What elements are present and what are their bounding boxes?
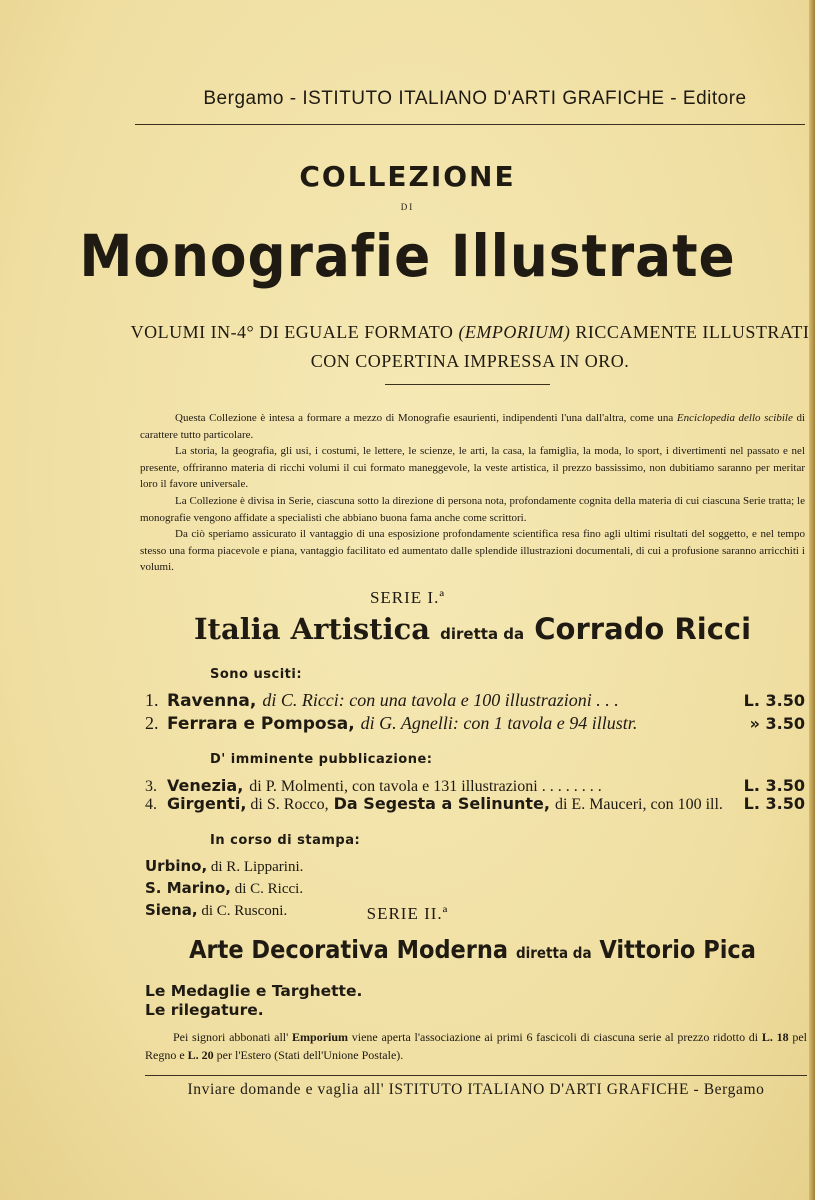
main-title: Monografie Illustrate [79,222,736,290]
collection-label: COLLEZIONE [299,160,516,193]
serie2-label: SERIE II.ª [366,904,449,923]
list-item: Le rilegature. [145,1001,264,1019]
imminente-heading: D' imminente pubblicazione: [210,752,433,767]
serie2-books [145,982,362,1020]
book-row: 1. Ravenna, di C. Ricci: con una tavola e 100 illustrazioni . . . L. 3.50 [145,690,805,711]
serie1-label: SERIE I.ª [369,588,446,607]
sono-usciti-heading: Sono usciti: [210,667,303,682]
book-row: 3. Venezia, di P. Molmenti, con tavola e 131 illustrazioni . . . . . . . . L. 3.50 [145,776,805,795]
list-item: Le Medaglie e Targhette. [145,982,363,1000]
format-description [130,318,810,376]
publisher-line: Bergamo - ISTITUTO ITALIANO D'ARTI GRAFICHE - Editore [203,88,747,109]
intro-paragraph: Questa Collezione è intesa a formare a mezzo di Monografie esaurienti, indipendenti l'una dall'altra, come una Enciclopedia dello scibile di carattere tutto particolare. [140,412,805,441]
collection-di: DI [400,202,415,212]
book-row: 2. Ferrara e Pomposa, di G. Agnelli: con 1 tavola e 94 illustr. » 3.50 [145,713,805,734]
format-line-1: VOLUMI IN-4° DI EGUALE FORMATO (EMPORIUM) RICCAMENTE ILLUSTRATI [130,322,810,342]
list-item: Urbino, di R. Lipparini. [145,857,304,875]
short-divider [385,384,550,385]
subscription-note: Pei signori abbonati all' Emporium viene aperta l'associazione ai primi 6 fascicoli di ciascuna serie al prezzo ridotto di L. 18 pel Regno e L. 20 per l'Estero (Stati dell'Unione Postale). [145,1030,807,1062]
list-item: S. Marino, di C. Ricci. [145,879,304,897]
intro-text [140,410,805,576]
header-rule [135,124,805,125]
intro-paragraph: La Collezione è divisa in Serie, ciascuna sotto la direzione di persona nota, profondamente cognita della materia di cui ciascuna Serie tratta; le monografie vengono affidate a specialisti che abbiano buona fama anche come scrittori. [140,494,805,524]
footer-line: Inviare domande e vaglia all' ISTITUTO ITALIANO D'ARTI GRAFICHE - Bergamo [187,1081,765,1098]
intro-paragraph: Da ciò speriamo assicurato il vantaggio di una esposizione profondamente scientifica resa fino agli ultimi risultati del soggetto, e nel tempo stesso una forma piacevole e piana, vantaggio facilitato ed aumentato dalle splendide illustrazioni documentali, di cui a profusione saranno arricchiti i volumi. [140,528,805,574]
in-corso-heading: In corso di stampa: [210,833,361,848]
serie1-title: Italia Artistica diretta da Corrado Ricci [193,612,752,646]
book-row: 4. Girgenti, di S. Rocco, Da Segesta a Selinunte, di E. Mauceri, con 100 ill. L. 3.50 [145,794,805,813]
list-item: Siena, di C. Rusconi. [145,901,288,919]
format-line-2: CON COPERTINA IMPRESSA IN ORO. [310,351,630,371]
serie2-title: Arte Decorativa Moderna diretta da Vittorio Pica [189,935,756,964]
intro-paragraph: La storia, la geografia, gli usi, i costumi, le lettere, le scienze, le arti, la casa, la famiglia, la moda, lo sport, i divertimenti nel passato e nel presente, offriranno materia di ricchi volumi il cui formato maneggevole, la veste artistica, il prezzo bassissimo, non dubitiamo saranno per meritar loro il favore universale. [140,445,805,491]
footer-rule [145,1075,807,1076]
